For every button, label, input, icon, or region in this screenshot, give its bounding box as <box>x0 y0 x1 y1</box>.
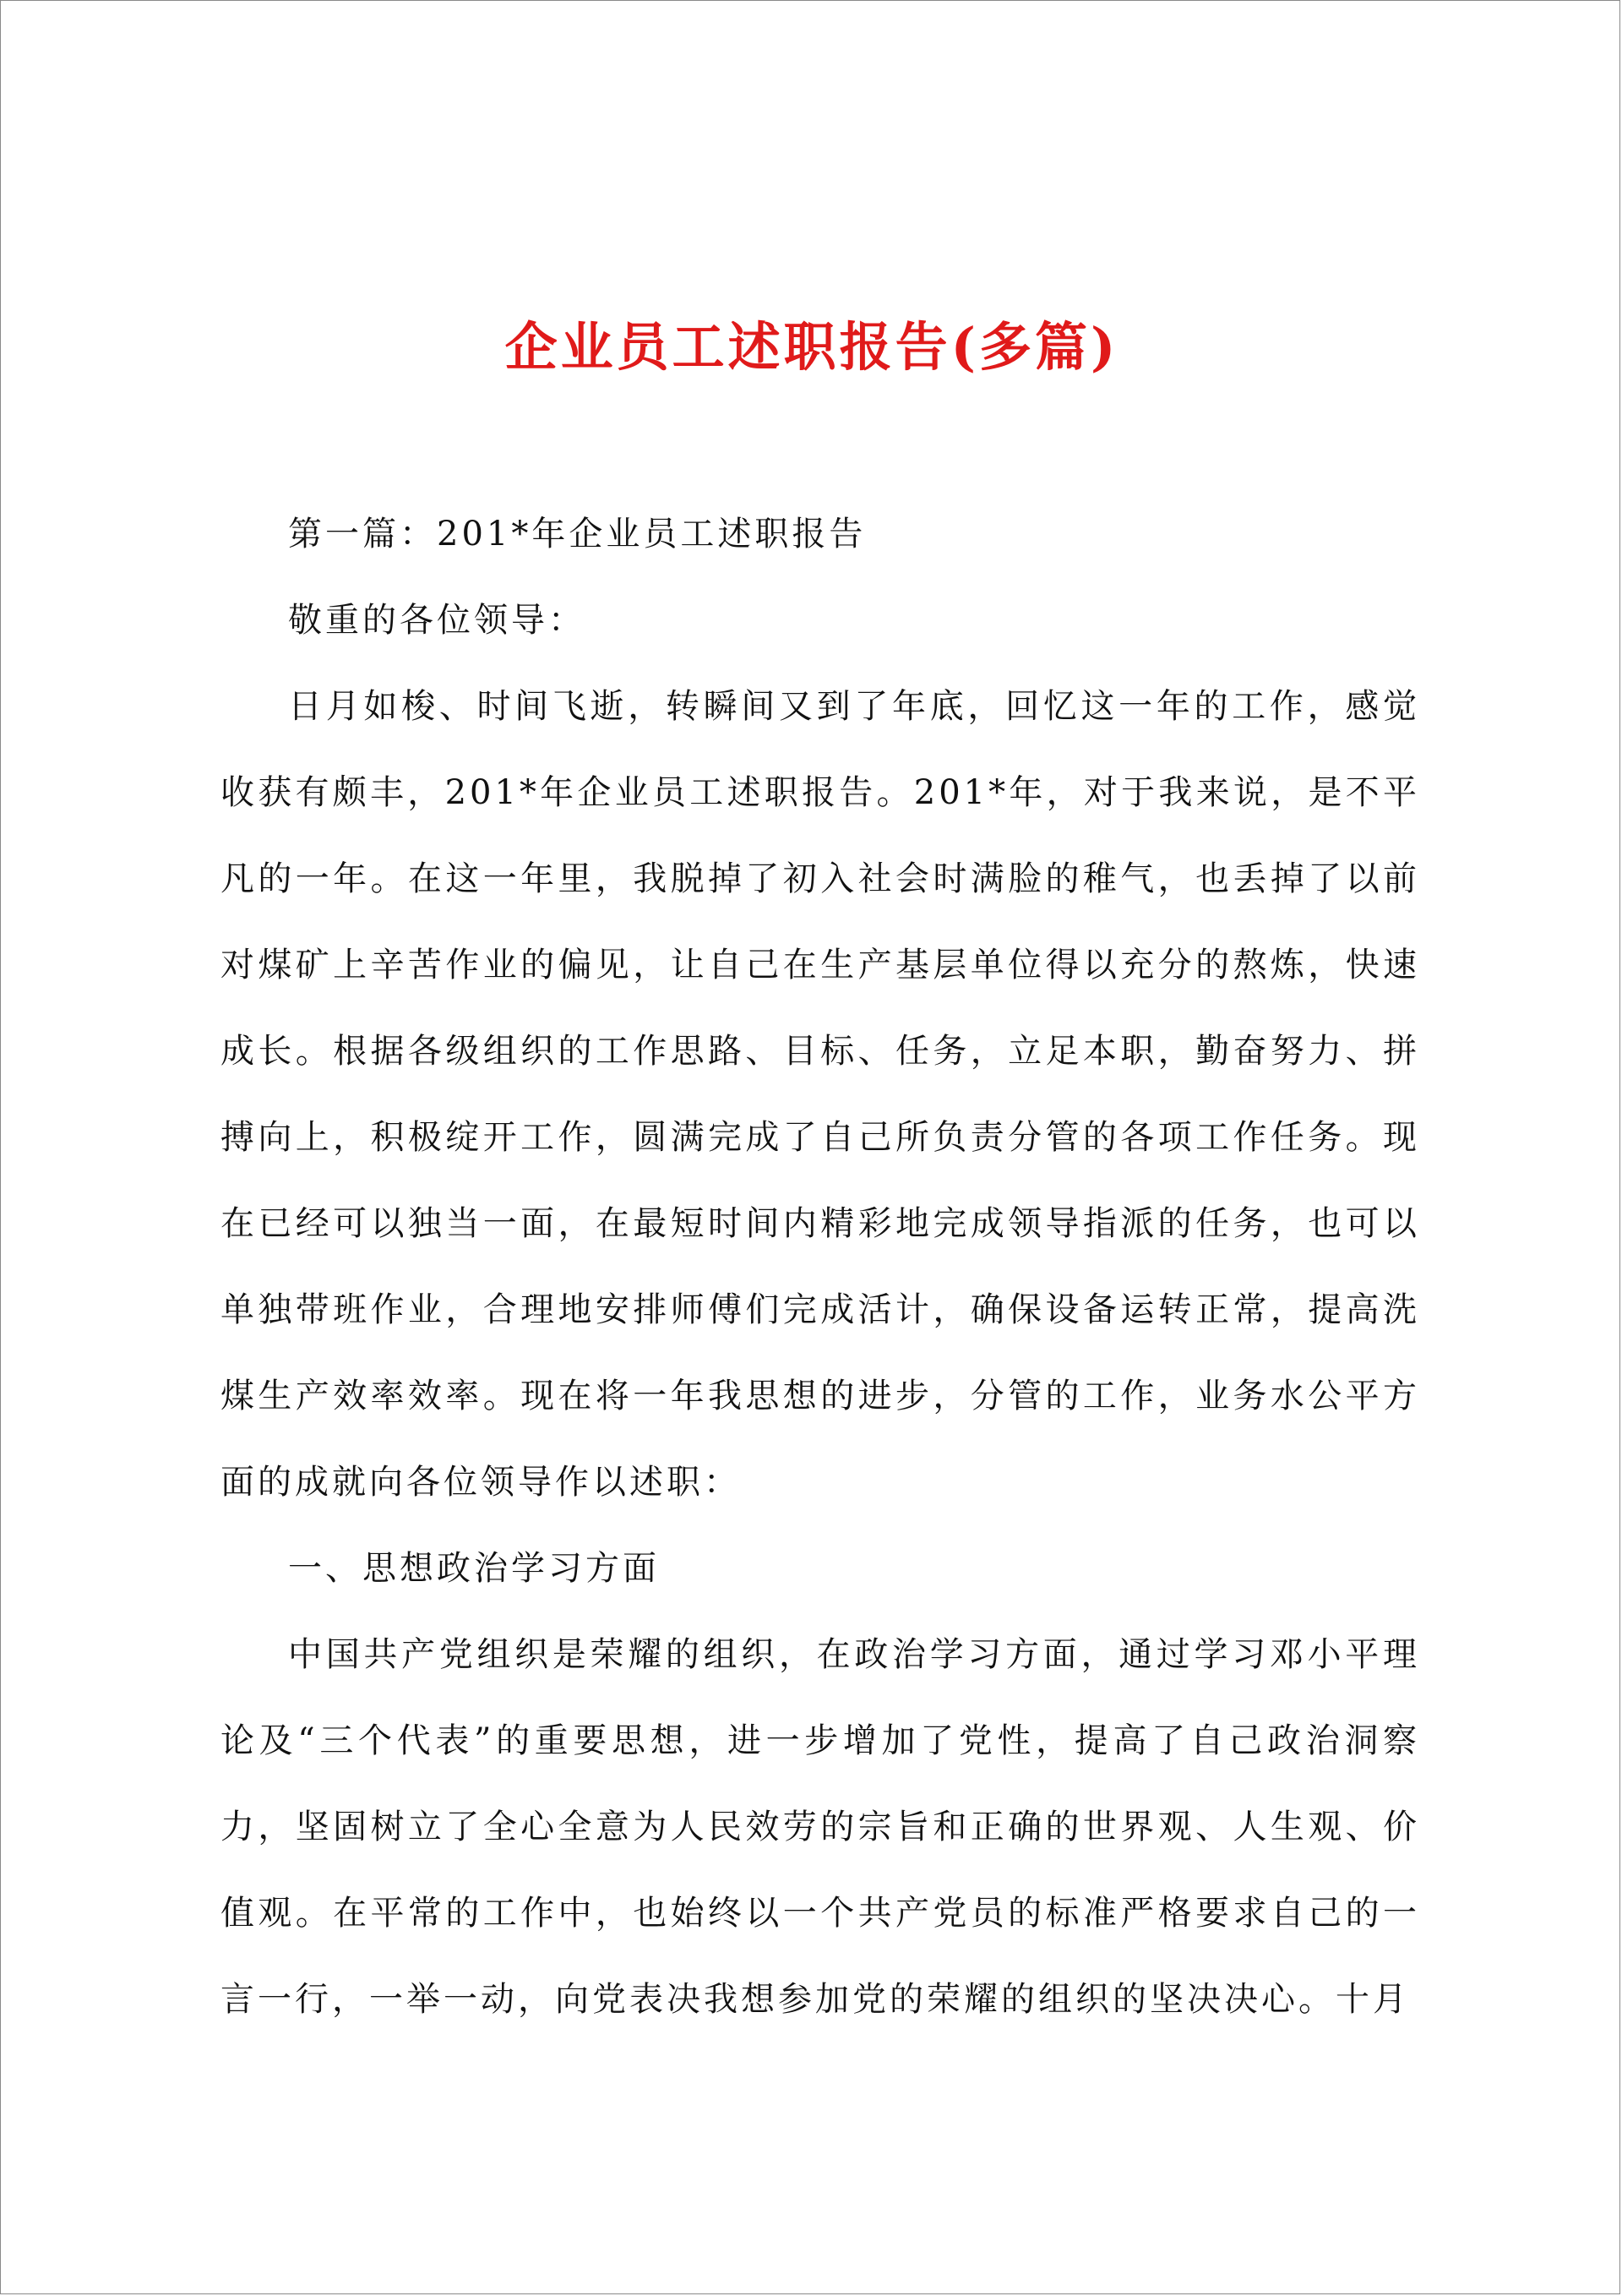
body-paragraph: 日月如梭、时间飞逝，转瞬间又到了年底，回忆这一年的工作，感觉收获有颇丰，201*年企业员工述职报告。201*年，对于我来说，是不平凡的一年。在这一年里，我脱掉了初入社会时满脸的稚气，也丢掉了以前对煤矿上辛苦作业的偏见，让自己在生产基层单位得以充分的熬炼，快速成长。根据各级组织的工作思路、目标、任务，立足本职，勤奋努力、拼搏向上，积极绽开工作，圆满完成了自己所负责分管的各项工作任务。现在已经可以独当一面，在最短时间内精彩地完成领导指派的任务，也可以单独带班作业，合理地安排师傅们完成活计，确保设备运转正常，提高洗煤生产效率效率。现在将一年我思想的进步，分管的工作，业务水公平方面的成就向各位领导作以述职： <box>220 687 1420 1502</box>
body-paragraph: 中国共产党组织是荣耀的组织，在政治学习方面，通过学习邓小平理论及“三个代表”的重要思想，进一步增加了党性，提高了自己政治洞察力，坚固树立了全心全意为人民效劳的宗旨和正确的世界观、人生观、价值观。在平常的工作中，也始终以一个共产党员的标准严格要求自己的一言一行，一举一动，向党表决我想参加党的荣耀的组织的坚决决心。十月 <box>220 1635 1420 2019</box>
section-heading: 一、思想政治学习方面 <box>288 1549 660 1588</box>
salutation: 敬重的各位领导： <box>288 601 585 640</box>
section-heading: 第一篇：201*年企业员工述职报告 <box>288 515 867 554</box>
document-title: 企业员工述职报告(多篇) <box>504 316 1119 378</box>
document-body <box>220 491 1420 2042</box>
